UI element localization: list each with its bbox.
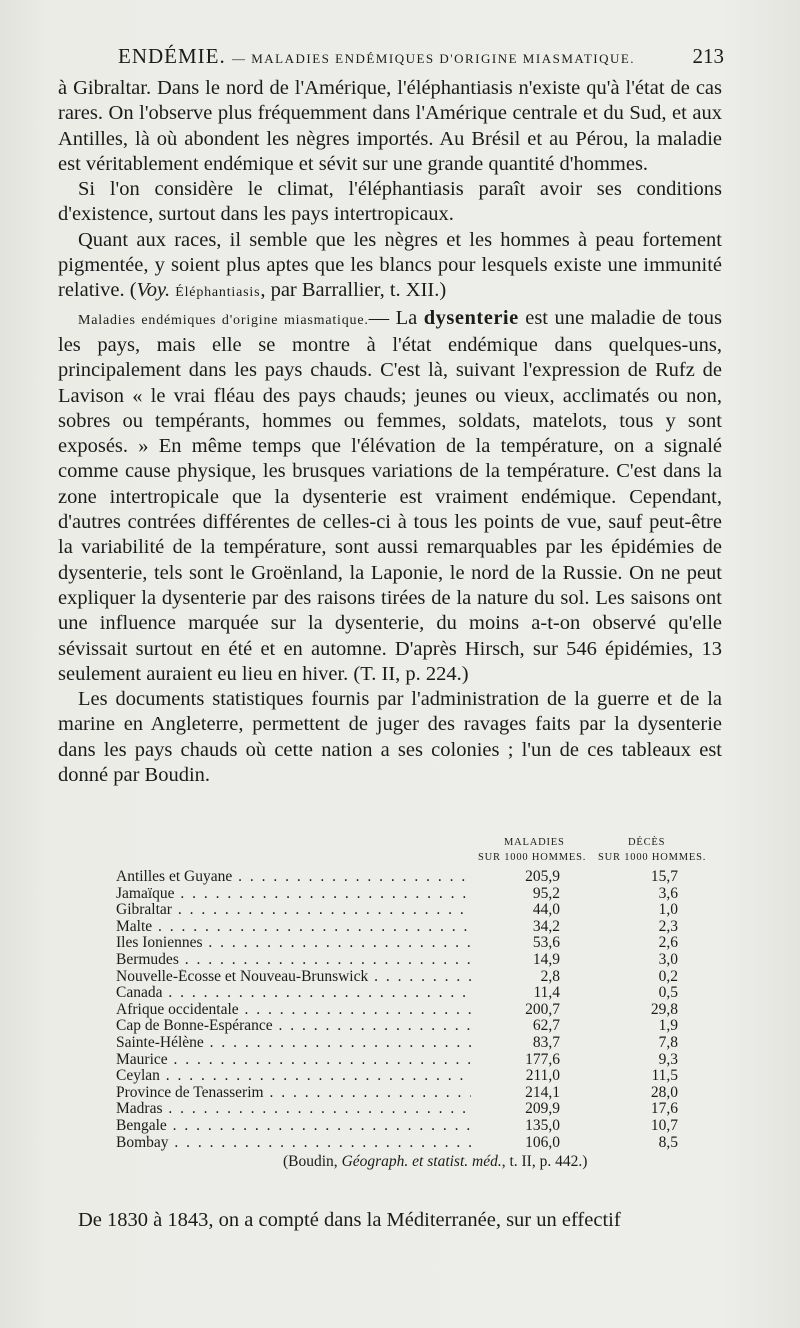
dash-la: — La bbox=[368, 306, 424, 329]
table-row bbox=[58, 935, 722, 952]
row-place: Nouvelle-Écosse et Nouveau-Brunswick . . . bbox=[116, 969, 471, 986]
table-row bbox=[58, 902, 722, 919]
paragraph-1: à Gibraltar. Dans le nord de l'Amérique, l'éléphantiasis n'existe qu'à l'état de cas rares. On l'observe plus fréquemment dans l'Amérique centrale et du Sud, et aux Antilles, là où abondent les nègres importés. Au Brésil et au Pérou, la maladie est véritablement endémique et sévit sur une grande quantité d'hommes. bbox=[58, 77, 722, 175]
row-deces: 7,8 bbox=[658, 1033, 678, 1051]
row-deces: 3,0 bbox=[658, 950, 678, 968]
row-maladies: 44,0 bbox=[532, 901, 560, 919]
keyword-dysenterie: dysenterie bbox=[423, 306, 519, 329]
col-maladies-subheader: SUR 1000 HOMMES. bbox=[478, 852, 587, 863]
source-prefix: (Boudin, bbox=[283, 1153, 342, 1171]
row-place: Iles Ioniennes . . . bbox=[116, 935, 471, 952]
running-title-main: ENDÉMIE. bbox=[118, 44, 226, 68]
row-maladies: 200,7 bbox=[525, 1000, 560, 1018]
row-maladies: 83,7 bbox=[532, 1033, 560, 1051]
row-deces: 9,3 bbox=[658, 1050, 678, 1068]
row-place: Antilles et Guyane . . . bbox=[116, 869, 471, 886]
row-place: Malte . . . bbox=[116, 919, 471, 936]
table-row bbox=[58, 1068, 722, 1085]
paragraph-4 bbox=[58, 306, 722, 687]
row-place: Canada . . . bbox=[116, 985, 471, 1002]
table-row bbox=[58, 1085, 722, 1102]
row-place: Sainte-Hélène . . . bbox=[116, 1035, 471, 1052]
paragraph-3-citation: , par Barrallier, t. XII.) bbox=[260, 279, 447, 302]
table-row bbox=[58, 985, 722, 1002]
row-deces: 8,5 bbox=[658, 1133, 678, 1151]
table-row bbox=[58, 1135, 722, 1152]
paragraph-2: Si l'on considère le climat, l'éléphantiasis paraît avoir ses conditions d'existence, surtout dans les pays intertropicaux. bbox=[58, 178, 722, 226]
row-maladies: 211,0 bbox=[525, 1067, 560, 1085]
row-maladies: 62,7 bbox=[532, 1017, 560, 1035]
row-place: Madras . . . bbox=[116, 1101, 471, 1118]
paragraph-6: De 1830 à 1843, on a compté dans la Méditerranée, sur un effectif bbox=[78, 1209, 621, 1231]
table-row bbox=[58, 1018, 722, 1035]
row-maladies: 106,0 bbox=[525, 1133, 560, 1151]
table-row bbox=[58, 1052, 722, 1069]
row-maladies: 135,0 bbox=[525, 1116, 560, 1134]
row-maladies: 34,2 bbox=[532, 917, 560, 935]
paragraph-3 bbox=[58, 228, 722, 306]
table-header bbox=[58, 837, 722, 869]
col-deces-subheader: SUR 1000 HOMMES. bbox=[598, 852, 707, 863]
page-number: 213 bbox=[692, 44, 724, 68]
col-maladies-header: MALADIES bbox=[504, 837, 565, 848]
row-deces: 28,0 bbox=[650, 1083, 678, 1101]
table-row bbox=[58, 1002, 722, 1019]
table-row bbox=[58, 969, 722, 986]
running-header bbox=[118, 44, 724, 74]
source-title: Géograph. et statist. méd. bbox=[341, 1153, 502, 1171]
row-deces: 1,9 bbox=[658, 1017, 678, 1035]
row-maladies: 2,8 bbox=[540, 967, 560, 985]
row-deces: 0,2 bbox=[658, 967, 678, 985]
row-place: Province de Tenasserim . . . bbox=[116, 1085, 471, 1102]
row-place: Bermudes . . . bbox=[116, 952, 471, 969]
running-title-rest: — MALADIES ENDÉMIQUES D'ORIGINE MIASMATIQUE. bbox=[231, 51, 636, 66]
article-reference: Éléphantiasis bbox=[175, 285, 261, 301]
row-place: Maurice . . . bbox=[116, 1052, 471, 1069]
table-row bbox=[58, 1101, 722, 1118]
row-place: Bengale . . . bbox=[116, 1118, 471, 1135]
row-deces: 10,7 bbox=[650, 1116, 678, 1134]
table-source bbox=[58, 1153, 722, 1171]
source-suffix: , t. II, p. 442.) bbox=[501, 1153, 588, 1171]
section-heading: Maladies endémiques d'origine miasmatique. bbox=[78, 312, 369, 328]
table-row bbox=[58, 869, 722, 886]
table-row bbox=[58, 952, 722, 969]
row-deces: 0,5 bbox=[658, 984, 678, 1002]
col-deces-header: DÉCÈS bbox=[628, 837, 666, 848]
row-place: Cap de Bonne-Espérance . . . bbox=[116, 1018, 471, 1035]
row-maladies: 214,1 bbox=[525, 1083, 560, 1101]
row-deces: 17,6 bbox=[650, 1100, 678, 1118]
row-maladies: 14,9 bbox=[532, 950, 560, 968]
voy-abbrev: Voy. bbox=[136, 279, 171, 302]
row-maladies: 205,9 bbox=[525, 868, 560, 885]
paragraph-3-text: Quant aux races, il semble que les nègres et les hommes à peau fortement pigmentée, y soient plus aptes que les blancs pour lesquels existe une immunité relative. ( bbox=[58, 228, 722, 302]
row-deces: 15,7 bbox=[650, 868, 678, 885]
body-text bbox=[58, 76, 722, 788]
row-maladies: 177,6 bbox=[525, 1050, 560, 1068]
row-deces: 3,6 bbox=[658, 884, 678, 902]
row-place: Jamaïque . . . bbox=[116, 886, 471, 903]
table-row bbox=[58, 1035, 722, 1052]
row-deces: 2,6 bbox=[658, 934, 678, 952]
row-place: Ceylan . . . bbox=[116, 1068, 471, 1085]
row-deces: 2,3 bbox=[658, 917, 678, 935]
row-place: Bombay . . . bbox=[116, 1135, 471, 1152]
table-row bbox=[58, 886, 722, 903]
table-body bbox=[58, 869, 722, 1151]
running-title bbox=[118, 44, 635, 69]
table-row bbox=[58, 919, 722, 936]
row-place: Afrique occidentale . . . bbox=[116, 1002, 471, 1019]
row-maladies: 209,9 bbox=[525, 1100, 560, 1118]
row-deces: 11,5 bbox=[651, 1067, 678, 1085]
row-maladies: 95,2 bbox=[532, 884, 560, 902]
paragraph-5: Les documents statistiques fournis par l'administration de la guerre et de la marine en Angleterre, permettent de juger des ravages faits par la dysenterie dans les pays chauds où cette nation a ses colonies ; l'un de ces tableaux est donné par Boudin. bbox=[58, 688, 722, 787]
row-place: Gibraltar . . . bbox=[116, 902, 471, 919]
row-deces: 1,0 bbox=[658, 901, 678, 919]
statistics-table bbox=[58, 837, 722, 1171]
row-maladies: 53,6 bbox=[532, 934, 560, 952]
row-deces: 29,8 bbox=[650, 1000, 678, 1018]
table-row bbox=[58, 1118, 722, 1135]
row-maladies: 11,4 bbox=[533, 984, 560, 1002]
paragraph-4-text: est une maladie de tous les pays, mais elle se montre à l'état endémique dans quelques-uns, principalement dans les pays chauds. C'est là, suivant l'expression de Rufz de Lavison « le vrai fléau des pays chauds; jeunes ou vieux, acclimatés ou non, sobres ou tempérants, hommes ou femmes, soldats, matelots, tous y sont exposés. » En même temps que l'élévation de la température, on a signalé comme cause physique, les brusques variations de la température. C'est dans la zone intertropicale que la dysenterie est vraiment endémique. Cependant, d'autres contrées différentes de celles-ci à tous les points de vue, sauf peut-être la variabilité de la température, sont aussi remarquables par les épidémies de dysenterie, tels sont le Groënland, la Laponie, le nord de la Russie. On ne peut expliquer la dysenterie par des raisons tirées de la nature du sol. Les saisons ont une influence marquée sur la dysenterie, du moins a-t-on observé qu'elle sévissait surtout en été et en automne. D'après Hirsch, sur 546 épidémies, 13 seulement auraient eu lieu en hiver. (T. II, p. 224.) bbox=[58, 306, 722, 685]
